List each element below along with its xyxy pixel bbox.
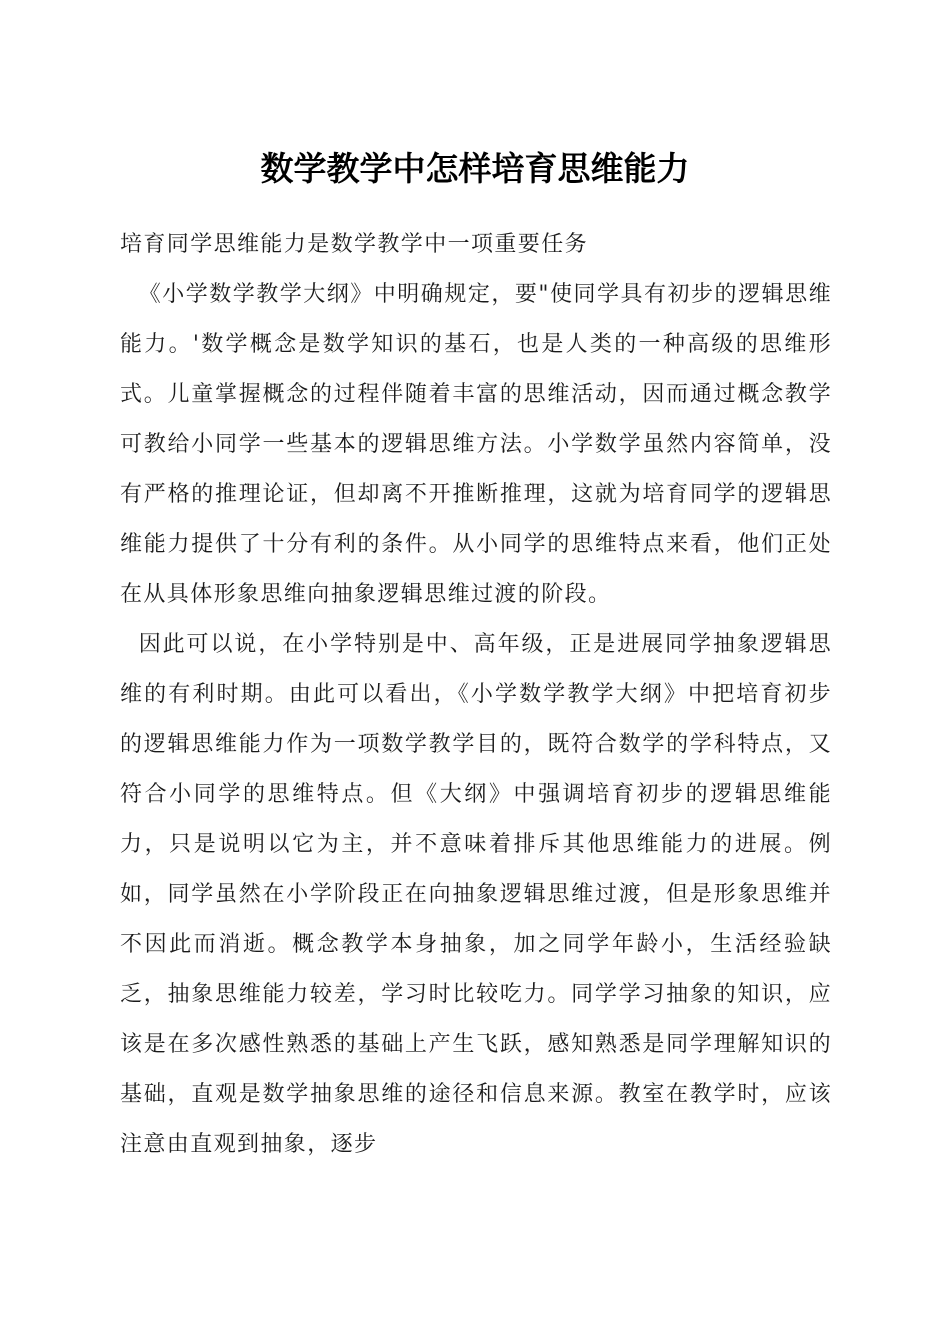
page-title: 数学教学中怎样培育思维能力 [260, 149, 690, 188]
paragraph-2: 因此可以说，在小学特别是中、高年级，正是进展同学抽象逻辑思维的有利时期。由此可以看出，《小学数学教学大纲》中把培育初步的逻辑思维能力作为一项数学教学目的，既符合数学的学科特点，又符合小同学的思维特点。但《大纲》中强调培育初步的逻辑思维能力，只是说明以它为主，并不意味着排斥其他思维能力的进展。例如，同学虽然在小学阶段正在向抽象逻辑思维过渡，但是形象思维并不因此而消逝。概念教学本身抽象，加之同学年龄小，生活经验缺乏，抽象思维能力较差，学习时比较吃力。同学学习抽象的知识，应该是在多次感性熟悉的基础上产生飞跃，感知熟悉是同学理解知识的基础，直观是数学抽象思维的途径和信息来源。教室在教学时，应该注意由直观到抽象，逐步 [120, 632, 832, 1157]
document-body [120, 220, 832, 1170]
section-subheading: 培育同学思维能力是数学教学中一项重要任务 [120, 232, 589, 257]
paragraph-1: 《小学数学教学大纲》中明确规定，要"使同学具有初步的逻辑思维能力。'数学概念是数学知识的基石，也是人类的一种高级的思维形式。儿童掌握概念的过程伴随着丰富的思维活动，因而通过概念教学可教给小同学一些基本的逻辑思维方法。小学数学虽然内容简单，没有严格的推理论证，但却离不开推断推理，这就为培育同学的逻辑思维能力提供了十分有利的条件。从小同学的思维特点来看，他们正处在从具体形象思维向抽象逻辑思维过渡的阶段。 [120, 282, 832, 607]
